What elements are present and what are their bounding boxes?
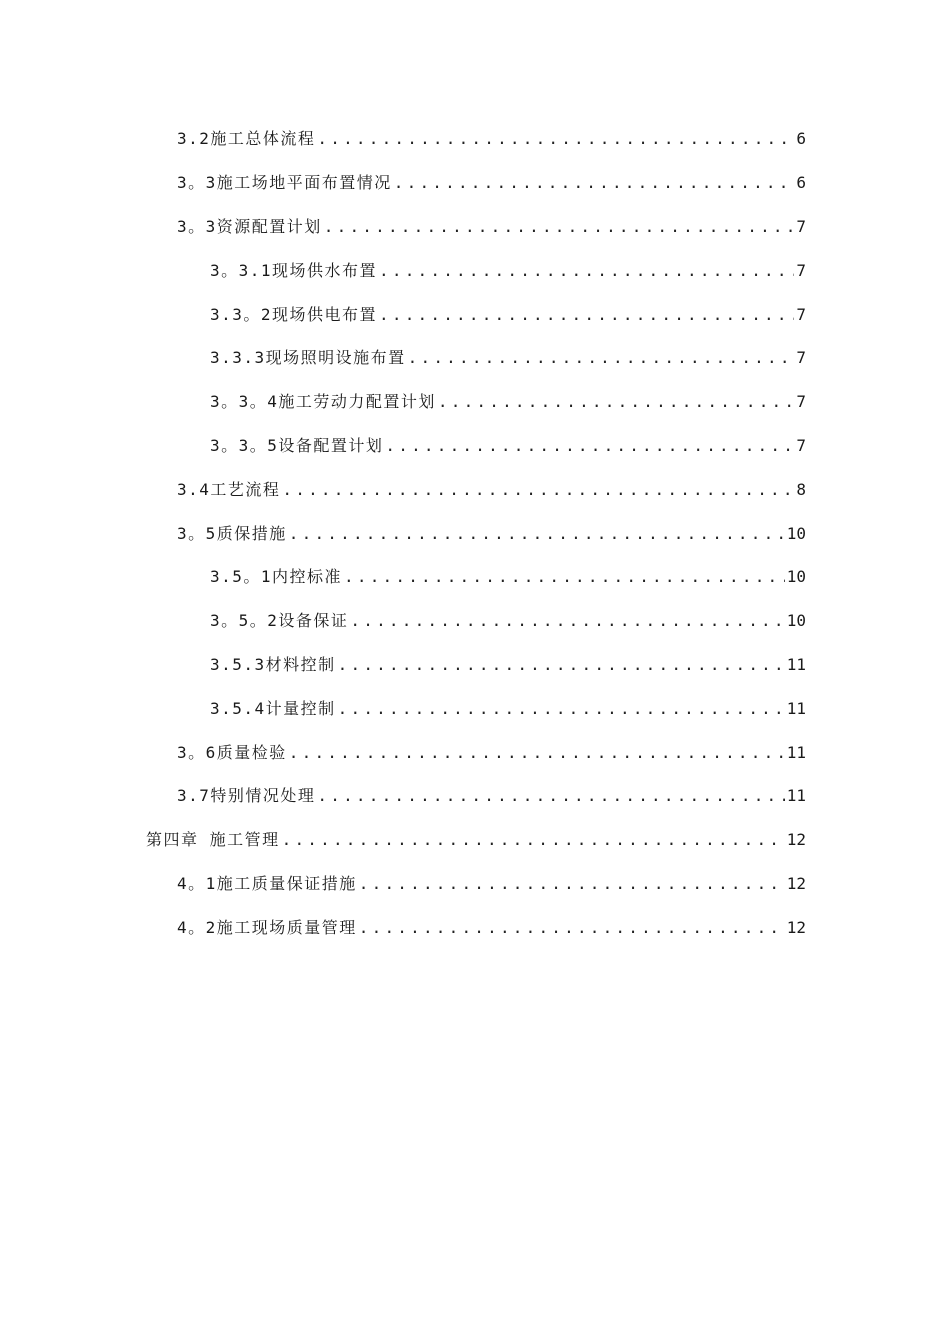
toc-entry-title: 3.3。2现场供电布置 [210, 304, 378, 324]
toc-entry-title: 3.7特别情况处理 [177, 786, 316, 806]
toc-page-number: 7 [796, 435, 806, 455]
toc-leader-dots [289, 524, 785, 543]
toc-page-number: 10 [786, 611, 806, 631]
toc-entry-title: 3。3。4施工劳动力配置计划 [210, 392, 436, 412]
toc-entry-title: 3。3。5设备配置计划 [210, 435, 384, 455]
toc-entry[interactable] [0, 598, 950, 642]
toc-entry-title: 3.5。1内控标准 [210, 567, 343, 587]
toc-page-number: 10 [786, 567, 806, 587]
toc-entry-title: 3。5质保措施 [177, 523, 287, 543]
toc-leader-dots [317, 129, 794, 148]
toc-page-number: 12 [786, 830, 806, 850]
toc-leader-dots [282, 480, 794, 499]
toc-entry-title: 4。2施工现场质量管理 [177, 917, 357, 937]
toc-leader-dots [350, 611, 784, 630]
toc-entry[interactable] [0, 247, 950, 291]
toc-page-number: 7 [796, 392, 806, 412]
toc-page-number: 8 [796, 479, 806, 499]
toc-entry[interactable] [0, 204, 950, 248]
toc-leader-dots [282, 830, 785, 849]
toc-entry[interactable] [0, 160, 950, 204]
toc-page-number: 6 [796, 129, 806, 149]
toc-page-number: 12 [786, 873, 806, 893]
toc-entry[interactable] [0, 642, 950, 686]
toc-leader-dots [379, 261, 794, 280]
toc-entry-title: 3。3施工场地平面布置情况 [177, 173, 392, 193]
table-of-contents [0, 116, 950, 948]
toc-leader-dots [338, 699, 785, 718]
toc-leader-dots [359, 918, 785, 937]
toc-entry[interactable] [0, 904, 950, 948]
toc-entry-title: 第四章 施工管理 [146, 830, 280, 850]
toc-entry-title: 4。1施工质量保证措施 [177, 873, 357, 893]
toc-entry[interactable] [0, 817, 950, 861]
toc-entry-title: 3。3资源配置计划 [177, 216, 322, 236]
toc-entry-title: 3.5.4计量控制 [210, 698, 336, 718]
toc-entry-title: 3。5。2设备保证 [210, 611, 349, 631]
toc-page-number: 11 [786, 786, 806, 806]
toc-leader-dots [385, 436, 794, 455]
toc-page-number: 7 [796, 304, 806, 324]
toc-entry[interactable] [0, 685, 950, 729]
toc-leader-dots [394, 173, 795, 192]
toc-leader-dots [438, 392, 794, 411]
toc-page-number: 7 [796, 348, 806, 368]
toc-entry-title: 3.3.3现场照明设施布置 [210, 348, 406, 368]
toc-entry[interactable] [0, 861, 950, 905]
toc-leader-dots [408, 348, 795, 367]
toc-entry[interactable] [0, 554, 950, 598]
toc-page-number: 6 [796, 173, 806, 193]
toc-entry[interactable] [0, 510, 950, 554]
toc-entry[interactable] [0, 379, 950, 423]
toc-entry-title: 3.2施工总体流程 [177, 129, 316, 149]
toc-leader-dots [289, 743, 785, 762]
toc-entry-title: 3。3.1现场供水布置 [210, 260, 378, 280]
toc-leader-dots [359, 874, 785, 893]
toc-entry[interactable] [0, 291, 950, 335]
toc-page-number: 10 [786, 523, 806, 543]
toc-entry[interactable] [0, 729, 950, 773]
toc-page-number: 11 [786, 654, 806, 674]
toc-leader-dots [344, 567, 785, 586]
toc-page-number: 7 [796, 216, 806, 236]
toc-page-number: 12 [786, 917, 806, 937]
toc-leader-dots [338, 655, 785, 674]
toc-entry[interactable] [0, 466, 950, 510]
toc-entry[interactable] [0, 116, 950, 160]
toc-page-number: 11 [786, 698, 806, 718]
toc-leader-dots [324, 217, 795, 236]
toc-entry-title: 3.4工艺流程 [177, 479, 281, 499]
toc-entry-title: 3.5.3材料控制 [210, 654, 336, 674]
toc-leader-dots [317, 786, 784, 805]
toc-entry[interactable] [0, 423, 950, 467]
toc-entry[interactable] [0, 335, 950, 379]
toc-entry-title: 3。6质量检验 [177, 742, 287, 762]
toc-entry[interactable] [0, 773, 950, 817]
toc-page-number: 7 [796, 260, 806, 280]
toc-page-number: 11 [786, 742, 806, 762]
toc-leader-dots [379, 305, 794, 324]
